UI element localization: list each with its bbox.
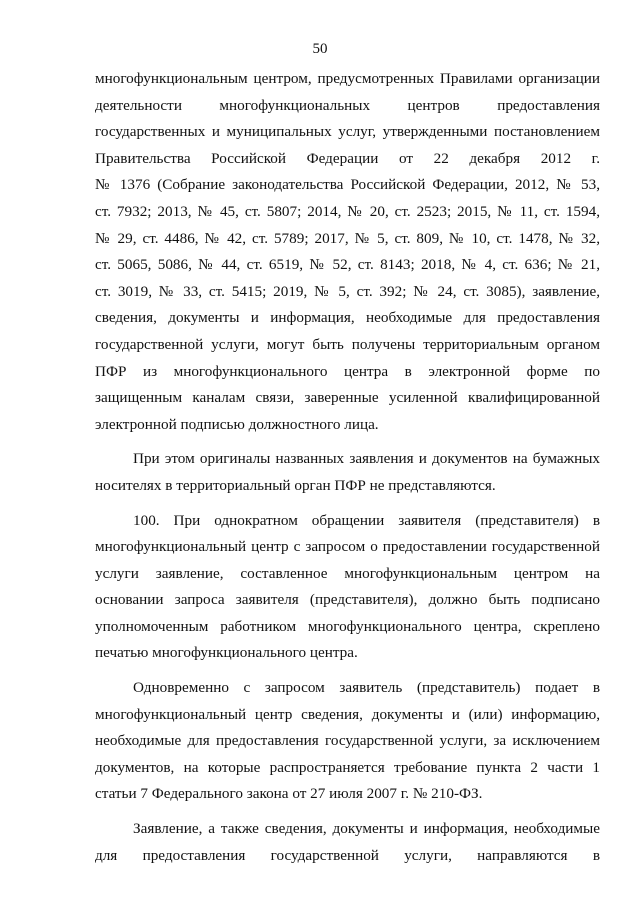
- text-line: защищенным каналам связи, заверенные усиленной квалифицированной: [95, 389, 600, 407]
- text-line: сведения, документы и информация, необходимые для предоставления: [95, 309, 600, 327]
- text-line: ПФР из многофункционального центра в электронной форме по: [95, 362, 600, 380]
- text-line: государственных и муниципальных услуг, утвержденными постановлением: [95, 123, 600, 141]
- paragraph: [95, 675, 600, 808]
- text-line: При этом оригиналы названных заявления и документов на бумажных: [133, 450, 600, 468]
- paragraph: [95, 508, 600, 668]
- text-line: для предоставления государственной услуги, направляются в: [95, 846, 600, 864]
- text-line: печатью многофункционального центра.: [95, 644, 358, 662]
- text-line: электронной подписью должностного лица.: [95, 415, 379, 433]
- text-line: многофункциональный центр сведения, документы и (или) информацию,: [95, 705, 600, 723]
- text-line: 100. При однократном обращении заявителя (представителя) в: [133, 511, 600, 529]
- paragraph: [95, 816, 600, 869]
- text-line: необходимые для предоставления государственной услуги, за исключением: [95, 732, 600, 750]
- page-number: 50: [312, 41, 328, 57]
- text-line: статьи 7 Федерального закона от 27 июля 2007 г. № 210-ФЗ.: [95, 785, 483, 803]
- paragraph: [95, 66, 600, 438]
- text-line: Одновременно с запросом заявитель (представитель) подает в: [133, 679, 600, 697]
- text-line: уполномоченным работником многофункционального центра, скреплено: [95, 617, 600, 635]
- paragraph: [95, 446, 600, 499]
- text-line: многофункциональный центр с запросом о предоставлении государственной: [95, 538, 600, 556]
- text-line: государственной услуги, могут быть получены территориальным органом: [95, 335, 600, 353]
- text-line: основании запроса заявителя (представителя), должно быть подписано: [95, 591, 600, 609]
- text-line: деятельности многофункциональных центров предоставления: [95, 96, 600, 114]
- text-line: ст. 5065, 5086, № 44, ст. 6519, № 52, ст. 8143; 2018, № 4, ст. 636; № 21,: [95, 256, 600, 274]
- text-line: ст. 7932; 2013, № 45, ст. 5807; 2014, № 20, ст. 2523; 2015, № 11, ст. 1594,: [95, 202, 600, 220]
- text-line: многофункциональным центром, предусмотренных Правилами организации: [95, 70, 600, 87]
- document-body: [95, 66, 600, 869]
- text-line: № 29, ст. 4486, № 42, ст. 5789; 2017, № 5, ст. 809, № 10, ст. 1478, № 32,: [95, 229, 600, 247]
- text-line: носителях в территориальный орган ПФР не представляются.: [95, 476, 496, 494]
- text-line: Правительства Российской Федерации от 22 декабря 2012 г.: [95, 149, 600, 167]
- text-line: документов, на которые распространяется требование пункта 2 части 1: [95, 758, 600, 776]
- text-line: ст. 3019, № 33, ст. 5415; 2019, № 5, ст. 392; № 24, ст. 3085), заявление,: [95, 282, 600, 300]
- text-line: Заявление, а также сведения, документы и информация, необходимые: [133, 820, 600, 838]
- text-line: услуги заявление, составленное многофункциональным центром на: [95, 564, 600, 582]
- text-line: № 1376 (Собрание законодательства Российской Федерации, 2012, № 53,: [95, 176, 600, 194]
